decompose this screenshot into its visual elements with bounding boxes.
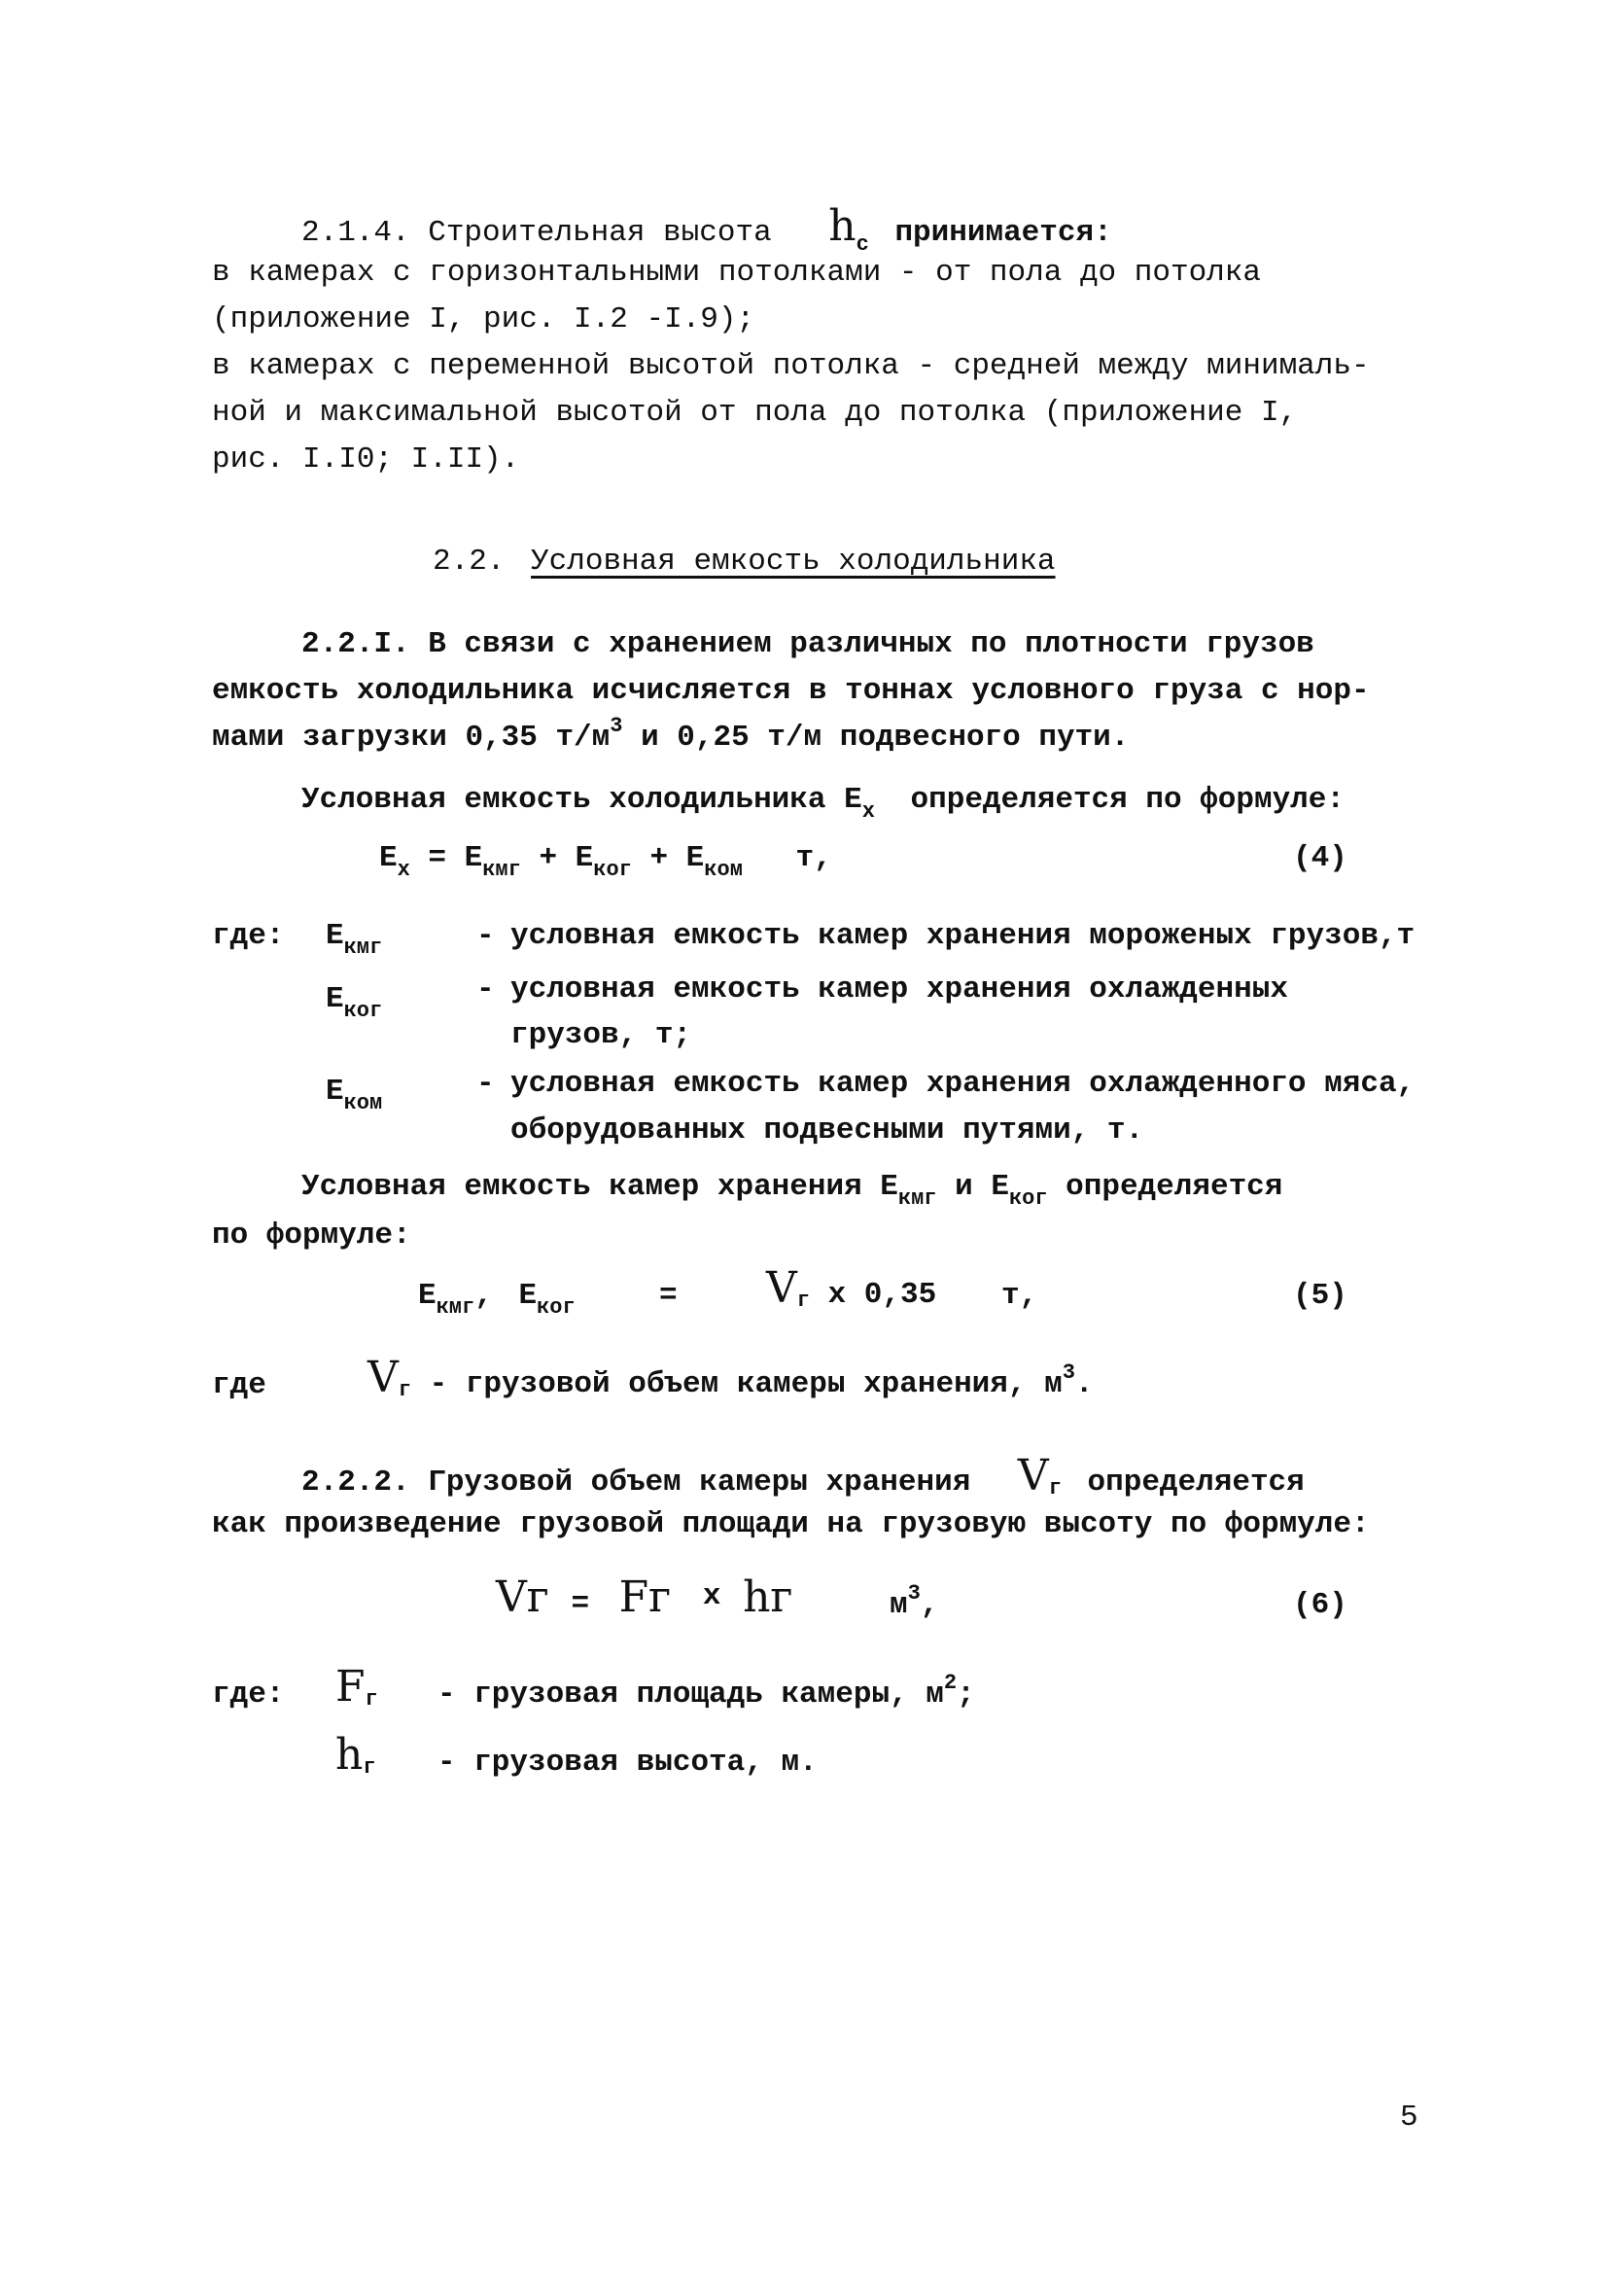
where4-sym-3: $Е_{ком}$ [326, 1075, 383, 1115]
formula4-eq: = Е [409, 841, 483, 875]
formula4-t2-sub: ког [593, 858, 632, 882]
formula4-lhs-sub: х [397, 858, 410, 882]
formula-4 [379, 836, 832, 883]
pcond-text-b: и Е [936, 1170, 1009, 1204]
where4-text-2a: условная емкость камер хранения охлажденных [510, 972, 1288, 1007]
formula5-coef: х 0,35 [809, 1278, 937, 1312]
symbol-h: h [828, 201, 856, 251]
where4-label: где: [212, 919, 285, 953]
formula6-unit-tail: , [920, 1588, 939, 1622]
p214-tail: принимается: [894, 216, 1112, 250]
ex-subscript: х [861, 799, 875, 824]
formula4-plus2: + Е [631, 841, 705, 875]
where6-sym-1: Fг [335, 1662, 378, 1712]
pcond-line2: по формуле: [212, 1219, 411, 1253]
formula5-v: V [766, 1263, 797, 1313]
formula4-unit: т, [795, 841, 832, 875]
formula4-lhs: Е [379, 841, 398, 875]
where6-text-2: - грузовая высота, м. [437, 1746, 818, 1780]
where4-text-3a: условная емкость камер хранения охлажденного мяса, [510, 1067, 1416, 1101]
formula6-v: Vг [496, 1572, 549, 1622]
formula5-unit: т, [1001, 1279, 1038, 1313]
p221-line2: емкость холодильника исчисляется в тоннах условного груза с нор- [212, 674, 1370, 708]
where5-tail: . [1074, 1367, 1094, 1401]
page-number: 5 [1400, 2101, 1418, 2135]
p214-line6: рис. I.I0; I.II). [212, 442, 520, 477]
where4-dash-3: - [476, 1067, 495, 1101]
where5-sub: г [398, 1378, 411, 1402]
where5-sym: V [367, 1353, 399, 1402]
section-heading [433, 540, 1056, 584]
where5-text: - грузовой объем камеры хранения, м [429, 1367, 1063, 1401]
formula5-e2: Е [518, 1279, 538, 1313]
p222-text: 2.2.2. Грузовой объем камеры хранения [301, 1466, 971, 1500]
p214-line1 [301, 201, 1112, 258]
formula-5 [418, 1274, 576, 1321]
where6-label: где: [212, 1678, 285, 1712]
p222-sym-sub: г [1048, 1476, 1062, 1501]
formula6-unit-m: м [890, 1588, 908, 1622]
p222-line2: как произведение грузовой площади на грузовую высоту по формуле: [212, 1507, 1370, 1541]
where6-sym-2: hг [335, 1730, 376, 1780]
p222-tail: определяется [1087, 1466, 1305, 1500]
formula6-unit [890, 1583, 938, 1630]
where4-text-2b: грузов, т; [510, 1018, 692, 1052]
where4-text-3b: оборудованных подвесными путями, т. [510, 1113, 1144, 1148]
cubic-superscript: 3 [610, 714, 623, 738]
where4-sym-1: $Е_{кмг}$ [326, 919, 383, 960]
formula5-e1: Е [418, 1279, 437, 1313]
p214-line5: ной и максимальной высотой от пола до потолка (приложение I, [212, 396, 1298, 430]
where4-dash-1: - [476, 919, 495, 953]
where4-text-1: условная емкость камер хранения мороженых грузов,т [510, 919, 1416, 953]
formula6-f: Fг [618, 1572, 672, 1622]
p214-lead: 2.1.4. Строительная высота [301, 216, 772, 250]
pcond-text-a: Условная емкость камер хранения Е [301, 1170, 898, 1204]
formula4-t3-sub: ком [704, 858, 743, 882]
p221-line3-tail: и 0,25 т/м подвесного пути. [622, 721, 1130, 755]
p221-line4 [301, 778, 1345, 825]
section-number: 2.2. [433, 545, 506, 579]
p214-line3: (приложение I, рис. I.2 -I.9); [212, 302, 755, 336]
pcond-sub2: ког [1008, 1186, 1048, 1211]
formula5-eq: = [659, 1279, 678, 1313]
formula4-plus1: + Е [520, 841, 594, 875]
formula6-unit-sup: 3 [907, 1581, 921, 1606]
p221-line3-text: мами загрузки 0,35 т/м [212, 721, 611, 755]
p222-line1 [301, 1451, 1305, 1507]
p221-line4-tail: определяется по формуле: [910, 783, 1345, 817]
formula5-e1-sub: кмг [436, 1295, 475, 1320]
formula6-eq: = [571, 1587, 590, 1621]
p214-line2: в камерах с горизонтальными потолками - от пола до потолка [212, 256, 1261, 290]
where4-dash-2: - [476, 972, 495, 1007]
formula4-t1-sub: кмг [482, 858, 521, 882]
where5-label: где [212, 1368, 266, 1402]
formula5-v-sub: г [796, 1289, 810, 1313]
where6-text-1: - грузовая площадь камеры, $м^2$; [437, 1671, 975, 1712]
p221-line1: 2.2.I. В связи с хранением различных по плотности грузов [301, 627, 1314, 661]
formula6-h: hг [743, 1572, 793, 1622]
formula5-rhs [766, 1263, 937, 1320]
formula5-e2-sub: ког [537, 1295, 576, 1320]
section-title: Условная емкость холодильника [531, 545, 1056, 579]
p221-line3 [212, 716, 1129, 762]
where4-sym-2: $Е_{ког}$ [326, 982, 383, 1023]
pcond-sub1: кмг [897, 1186, 937, 1211]
p214-line4: в камерах с переменной высотой потолка - средней между минималь- [212, 349, 1370, 383]
symbol-h-subscript: с [856, 232, 869, 257]
formula-5-number: (5) [1293, 1279, 1347, 1313]
pcond-text-c: определяется [1047, 1170, 1283, 1204]
where5-def [367, 1353, 1094, 1409]
p222-sym: V [1017, 1451, 1049, 1501]
p221-line4-text: Условная емкость холодильника Е [301, 783, 862, 817]
pcond-line1 [301, 1165, 1282, 1212]
formula-6-number: (6) [1293, 1588, 1347, 1622]
formula-4-number: (4) [1293, 841, 1347, 875]
formula5-comma: , [474, 1279, 493, 1313]
formula-6 [496, 1572, 793, 1627]
where5-sup: 3 [1062, 1360, 1075, 1385]
formula6-x: х [702, 1579, 721, 1613]
